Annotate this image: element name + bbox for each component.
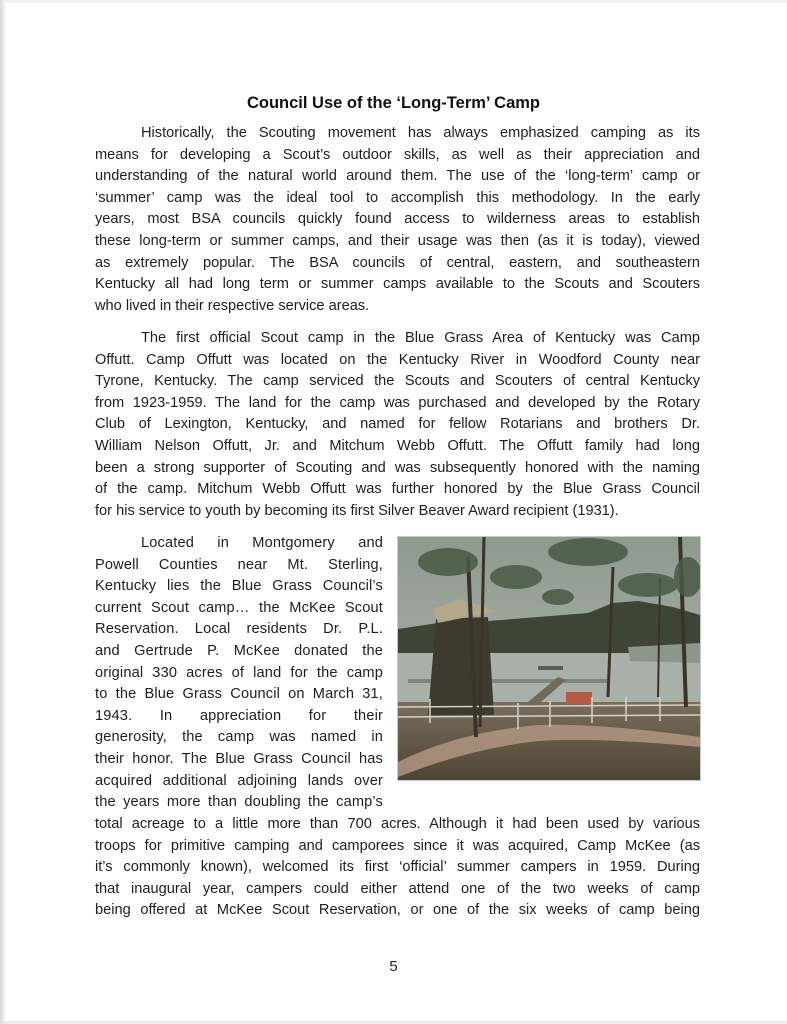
text-line: the years more than doubling the camp’s xyxy=(95,794,383,811)
text-line: Historically, the Scouting movement has always emphasized camping as its xyxy=(141,125,700,141)
paragraph-mckee-wrapped xyxy=(95,533,383,814)
text-line: ‘summer’ camp was the ideal tool to accomplish this methodology. In the early xyxy=(95,189,700,206)
text-line: to the Blue Grass Council on March 31, xyxy=(95,686,383,703)
text-line: Club of Lexington, Kentucky, and named for fellow Rotarians and brothers Dr. xyxy=(95,416,700,433)
text-line: it’s commonly known), welcomed its first ‘official’ summer campers in 1959. During xyxy=(95,859,700,876)
painting-graphic xyxy=(398,537,700,780)
text-line: Located in Montgomery and xyxy=(141,535,383,551)
raft xyxy=(538,666,563,670)
text-line: who lived in their respective service areas. xyxy=(95,297,370,314)
text-line: William Nelson Offutt, Jr. and Mitchum Webb Offutt. The Offutt family had long xyxy=(95,437,700,454)
text-line: these long-term or summer camps, and their usage was then (as it is today), viewed xyxy=(95,232,700,249)
page-edge xyxy=(0,0,5,1024)
text-line: for his service to youth by becoming its first Silver Beaver Award recipient (1931). xyxy=(95,502,619,519)
text-line: that inaugural year, campers could either attend one of the two weeks of camp xyxy=(95,880,700,897)
page-edge xyxy=(5,0,787,3)
text-line: original 330 acres of land for the camp xyxy=(95,664,383,681)
text-line: generosity, the camp was named in xyxy=(95,729,383,746)
red-boat xyxy=(566,692,592,704)
text-line: troops for primitive camping and camporees since it was acquired, Camp McKee (as xyxy=(95,837,700,854)
paragraph-camp-offutt xyxy=(95,328,700,522)
text-line: Powell Counties near Mt. Sterling, xyxy=(95,556,383,573)
text-line: from 1923-1959. The land for the camp was purchased and developed by the Rotary xyxy=(95,394,700,411)
text-line: being offered at McKee Scout Reservation, or one of the six weeks of camp being xyxy=(95,902,700,919)
text-line: acquired additional adjoining lands over xyxy=(95,772,383,789)
text-line: years, most BSA councils quickly found access to wilderness areas to establish xyxy=(95,211,700,228)
text-line: and Gertrude P. McKee donated the xyxy=(95,642,383,659)
text-line: their honor. The Blue Grass Council has xyxy=(95,750,383,767)
page-number: 5 xyxy=(389,958,398,975)
text-line: means for developing a Scout’s outdoor skills, as well as their appreciation and xyxy=(95,146,700,163)
watchtower xyxy=(428,617,494,715)
text-line: Tyrone, Kentucky. The camp serviced the Scouts and Scouters of central Kentucky xyxy=(95,373,700,390)
page-title: Council Use of the ‘Long-Term’ Camp xyxy=(246,94,541,112)
text-line: of the camp. Mitchum Webb Offutt was further honored by the Blue Grass Council xyxy=(95,481,700,498)
text-line: Kentucky all had long term or summer camps available to the Scouts and Scouters xyxy=(95,276,700,293)
paragraph-historically xyxy=(95,123,700,317)
text-line: Reservation. Local residents Dr. P.L. xyxy=(95,621,383,638)
paragraph-mckee-continued xyxy=(95,814,700,922)
text-line: as extremely popular. The BSA councils of central, eastern, and southeastern xyxy=(95,254,700,271)
text-line: been a strong supporter of Scouting and was subsequently honored with the naming xyxy=(95,459,700,476)
text-line: 1943. In appreciation for their xyxy=(95,707,383,724)
text-line: The first official Scout camp in the Blue Grass Area of Kentucky was Camp xyxy=(141,330,700,346)
camp-painting-image xyxy=(397,536,701,781)
text-line: Offutt. Camp Offutt was located on the Kentucky River in Woodford County near xyxy=(95,351,700,368)
text-line: understanding of the natural world around them. The use of the ‘long-term’ camp or xyxy=(95,168,700,185)
text-line: current Scout camp… the McKee Scout xyxy=(95,599,383,616)
text-line: total acreage to a little more than 700 acres. Although it had been used by various xyxy=(95,816,700,832)
text-line: Kentucky lies the Blue Grass Council’s xyxy=(95,578,383,595)
